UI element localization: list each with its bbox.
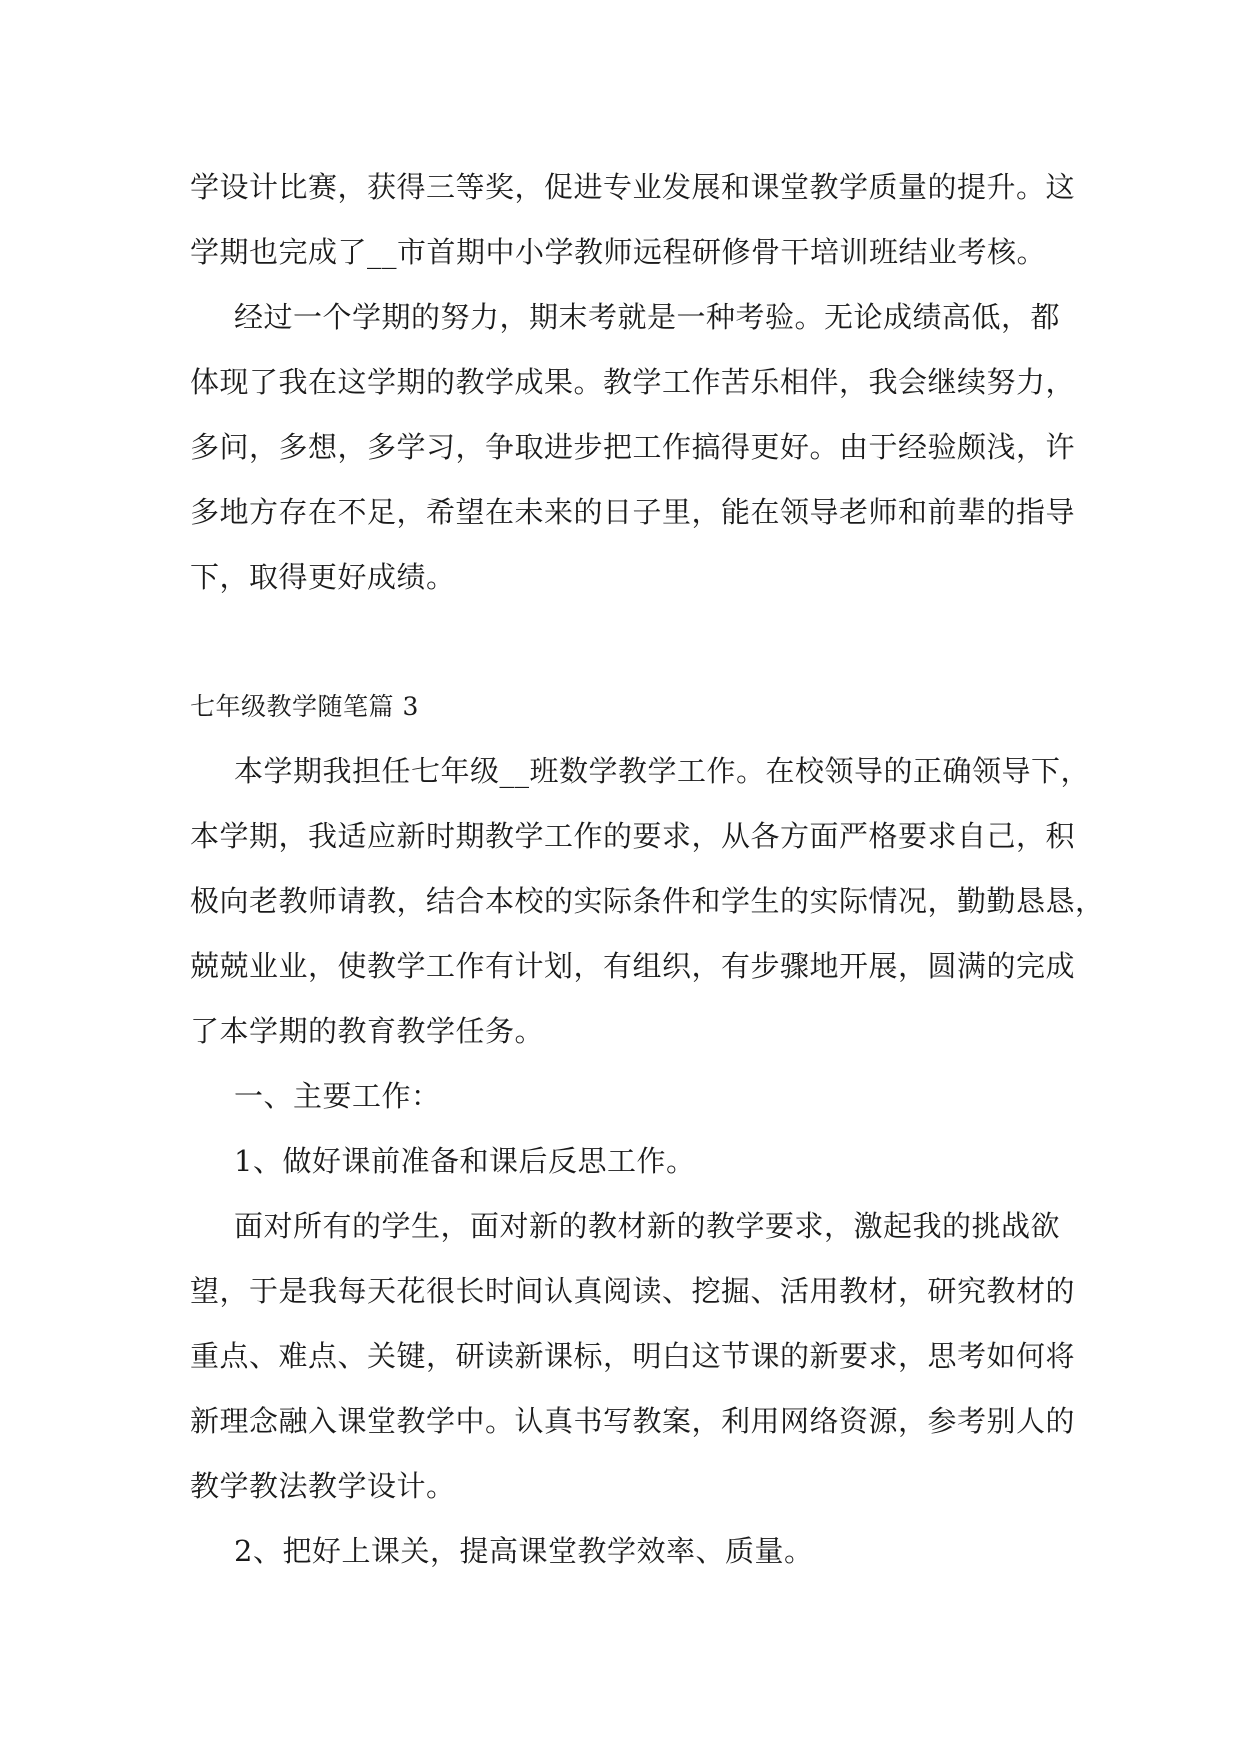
text-line: 本学期我担任七年级__班数学教学工作。在校领导的正确领导下， — [234, 754, 1091, 788]
section-title: 七年级教学随笔篇 3 — [190, 692, 419, 721]
text-line: 了本学期的教育教学任务。 — [190, 1014, 545, 1048]
text-line: 教学教法教学设计。 — [190, 1469, 456, 1503]
list-item-1: 1、做好课前准备和课后反思工作。 — [234, 1144, 696, 1178]
text-line: 多问，多想，多学习，争取进步把工作搞得更好。由于经验颇浅，许 — [190, 430, 1076, 464]
text-line: 极向老教师请教，结合本校的实际条件和学生的实际情况，勤勤恳恳， — [190, 884, 1105, 918]
text-line: 本学期，我适应新时期教学工作的要求，从各方面严格要求自己，积 — [190, 819, 1076, 853]
text-line: 重点、难点、关键，研读新课标，明白这节课的新要求，思考如何将 — [190, 1339, 1076, 1373]
text-line: 体现了我在这学期的教学成果。教学工作苦乐相伴，我会继续努力， — [190, 365, 1076, 399]
text-line: 多地方存在不足，希望在未来的日子里，能在领导老师和前辈的指导 — [190, 495, 1076, 529]
text-line: 兢兢业业，使教学工作有计划，有组织，有步骤地开展，圆满的完成 — [190, 949, 1076, 983]
text-line: 经过一个学期的努力，期末考就是一种考验。无论成绩高低，都 — [234, 300, 1061, 334]
text-line: 新理念融入课堂教学中。认真书写教案，利用网络资源，参考别人的 — [190, 1404, 1076, 1438]
list-item-2: 2、把好上课关，提高课堂教学效率、质量。 — [234, 1534, 814, 1568]
text-line: 下，取得更好成绩。 — [190, 560, 456, 594]
text-line: 面对所有的学生，面对新的教材新的教学要求，激起我的挑战欲 — [234, 1209, 1061, 1243]
paragraph-top — [190, 155, 1076, 285]
paragraph-summary — [190, 285, 1076, 610]
text-line: 学期也完成了__市首期中小学教师远程研修骨干培训班结业考核。 — [190, 235, 1047, 269]
paragraph-item-1 — [190, 1194, 1076, 1519]
text-line: 望，于是我每天花很长时间认真阅读、挖掘、活用教材，研究教材的 — [190, 1274, 1076, 1308]
text-line: 学设计比赛，获得三等奖，促进专业发展和课堂教学质量的提升。这 — [190, 170, 1076, 204]
document-body — [190, 155, 1105, 1584]
subheading-main-work: 一、主要工作： — [234, 1079, 441, 1113]
paragraph-intro — [190, 739, 1105, 1064]
